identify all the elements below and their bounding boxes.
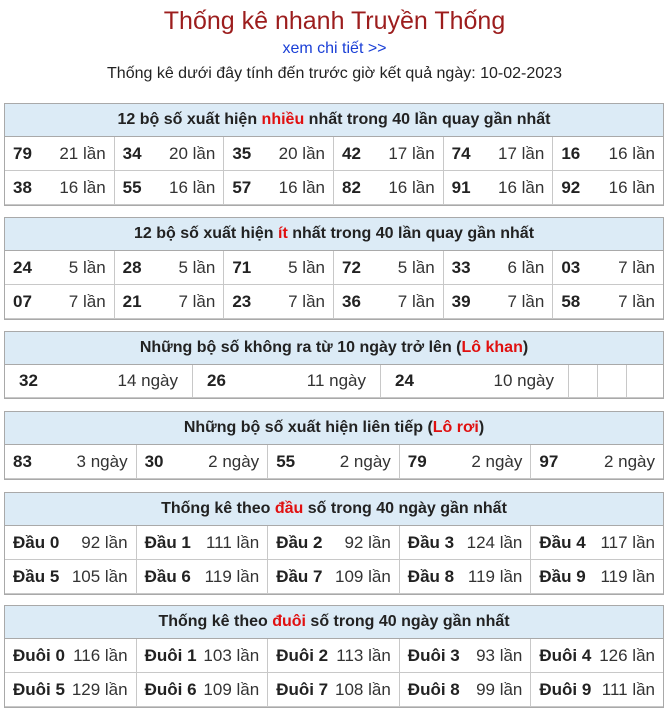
- stat-number: 24: [395, 371, 414, 390]
- stat-cell: [5, 251, 115, 285]
- stat-count: 109 lần: [203, 679, 260, 699]
- most-frequent-section: [4, 103, 664, 206]
- dau-grid: [5, 526, 663, 594]
- stat-count: 14 ngày: [117, 371, 178, 390]
- stat-number: 97: [539, 451, 559, 471]
- stat-cell: [531, 639, 663, 673]
- stat-count: 7 lần: [397, 291, 435, 311]
- stat-count: 5 lần: [288, 257, 325, 277]
- stat-number: 71: [232, 257, 252, 277]
- stat-number: Đầu 5: [13, 566, 60, 586]
- stat-count: 113 lần: [336, 645, 391, 665]
- stat-count: 5 lần: [68, 257, 106, 277]
- stat-number: Đuôi 7: [276, 679, 329, 699]
- stat-number: 42: [341, 143, 361, 163]
- stat-cell: [5, 285, 115, 319]
- stat-cell: [531, 445, 663, 479]
- stat-cell: [137, 673, 269, 707]
- stat-cell: [400, 673, 532, 707]
- stat-number: 24: [13, 257, 32, 277]
- stat-cell: [268, 560, 400, 594]
- section-header: Thống kê theo đầu số trong 40 ngày gần nhất: [5, 493, 663, 526]
- stat-count: 16 lần: [59, 177, 106, 197]
- stat-number: 16: [561, 143, 581, 163]
- stat-cell: [400, 560, 532, 594]
- stat-cell: [193, 365, 381, 398]
- stat-cell: [268, 639, 400, 673]
- stat-cell: [531, 526, 663, 560]
- stat-count: 17 lần: [498, 143, 545, 163]
- stat-number: Đầu 0: [13, 532, 60, 552]
- stat-number: Đuôi 3: [407, 645, 460, 665]
- stat-count: 109 lần: [335, 566, 391, 586]
- stat-number: Đầu 8: [407, 566, 455, 586]
- stat-number: Đầu 6: [144, 566, 191, 586]
- stat-number: 82: [341, 177, 361, 197]
- view-details-link[interactable]: xem chi tiết >>: [282, 40, 387, 57]
- stat-count: 119 lần: [467, 566, 523, 586]
- stat-number: Đuôi 8: [407, 679, 460, 699]
- stat-count: 108 lần: [335, 679, 391, 699]
- page-subtitle: Thống kê dưới đây tính đến trước giờ kết quả ngày: 10-02-2023: [107, 65, 562, 82]
- most-frequent-grid: [5, 137, 663, 205]
- duoi-grid: [5, 639, 663, 707]
- stat-cell: [400, 639, 532, 673]
- stat-number: 39: [451, 291, 471, 311]
- stat-cell: [553, 251, 663, 285]
- stat-number: Đầu 2: [276, 532, 323, 552]
- stat-cell: [444, 251, 554, 285]
- stat-count: 7 lần: [507, 291, 545, 311]
- stat-count: 119 lần: [204, 566, 260, 586]
- stat-number: 28: [122, 257, 142, 277]
- stat-cell: [268, 673, 400, 707]
- stat-count: 2 ngày: [603, 451, 655, 471]
- empty-cell: [627, 365, 663, 398]
- stat-count: 126 lần: [599, 645, 655, 665]
- stat-count: 103 lần: [203, 645, 260, 665]
- stat-number: 57: [232, 177, 252, 197]
- stat-cell: [5, 445, 137, 479]
- stat-count: 16 lần: [388, 177, 435, 197]
- stat-cell: [444, 137, 554, 171]
- stat-cell: [268, 445, 400, 479]
- stat-count: 7 lần: [288, 291, 325, 311]
- stat-cell: [334, 171, 444, 205]
- stat-cell: [400, 526, 532, 560]
- stat-number: 79: [13, 143, 32, 163]
- stat-count: 7 lần: [68, 291, 106, 311]
- stat-count: 116 lần: [73, 645, 128, 665]
- stat-number: 30: [144, 451, 164, 471]
- stat-number: 32: [19, 371, 38, 390]
- stat-number: 33: [451, 257, 471, 277]
- stat-count: 2 ngày: [208, 451, 260, 471]
- stat-number: Đuôi 5: [13, 679, 65, 699]
- stat-number: 34: [122, 143, 142, 163]
- stat-count: 111 lần: [601, 679, 655, 699]
- stat-number: 26: [207, 371, 226, 390]
- page-title: Thống kê nhanh Truyền Thống: [163, 7, 506, 35]
- stat-cell: [334, 285, 444, 319]
- least-frequent-section: [4, 217, 664, 320]
- stat-number: 03: [561, 257, 581, 277]
- stat-cell: [553, 171, 663, 205]
- stat-count: 7 lần: [618, 291, 655, 311]
- stat-number: 74: [451, 143, 471, 163]
- stat-number: Đuôi 2: [276, 645, 329, 665]
- stat-cell: [531, 560, 663, 594]
- stat-count: 10 ngày: [493, 371, 554, 390]
- stat-count: 20 lần: [169, 143, 216, 163]
- stat-cell: [115, 171, 225, 205]
- stat-number: 21: [122, 291, 142, 311]
- stat-number: 55: [276, 451, 296, 471]
- section-header: 12 bộ số xuất hiện nhiều nhất trong 40 lần quay gần nhất: [5, 104, 663, 137]
- stat-count: 2 ngày: [339, 451, 391, 471]
- stat-cell: [137, 560, 269, 594]
- page-header: [0, 0, 669, 85]
- stat-cell: [444, 171, 554, 205]
- stat-count: 2 ngày: [471, 451, 523, 471]
- stat-count: 5 lần: [178, 257, 216, 277]
- stat-count: 17 lần: [388, 143, 435, 163]
- stat-count: 3 ngày: [76, 451, 128, 471]
- stat-number: 72: [341, 257, 361, 277]
- stat-number: Đầu 4: [539, 532, 586, 552]
- stat-number: Đuôi 1: [144, 645, 197, 665]
- stat-number: 36: [341, 291, 361, 311]
- lo-roi-section: [4, 411, 664, 480]
- section-header: Những bộ số xuất hiện liên tiếp (Lô rơi): [5, 412, 663, 445]
- stat-number: 07: [13, 291, 32, 311]
- stat-cell: [137, 526, 269, 560]
- lo-khan-grid: [5, 365, 663, 398]
- stat-count: 16 lần: [498, 177, 545, 197]
- stat-number: 55: [122, 177, 142, 197]
- dau-section: [4, 492, 664, 595]
- stat-count: 16 lần: [278, 177, 325, 197]
- stat-count: 11 ngày: [306, 371, 366, 390]
- stat-cell: [137, 639, 269, 673]
- stat-count: 16 lần: [608, 143, 655, 163]
- stat-count: 124 lần: [466, 532, 523, 552]
- section-header: Những bộ số không ra từ 10 ngày trở lên (Lô khan): [5, 332, 663, 365]
- stat-cell: [5, 365, 193, 398]
- stat-count: 105 lần: [71, 566, 128, 586]
- stat-number: 23: [232, 291, 252, 311]
- stat-count: 21 lần: [59, 143, 106, 163]
- stat-count: 16 lần: [169, 177, 216, 197]
- stat-number: Đầu 7: [276, 566, 323, 586]
- stat-count: 6 lần: [507, 257, 545, 277]
- duoi-section: [4, 605, 664, 708]
- empty-cell: [598, 365, 627, 398]
- stat-number: Đầu 3: [407, 532, 455, 552]
- stat-cell: [5, 137, 115, 171]
- stat-count: 7 lần: [178, 291, 216, 311]
- stat-cell: [115, 285, 225, 319]
- stat-cell: [444, 285, 554, 319]
- stat-number: 91: [451, 177, 471, 197]
- stat-cell: [224, 171, 334, 205]
- stat-number: Đuôi 4: [539, 645, 592, 665]
- stat-cell: [224, 251, 334, 285]
- stat-cell: [224, 285, 334, 319]
- stat-cell: [115, 137, 225, 171]
- stat-cell: [115, 251, 225, 285]
- stat-cell: [5, 526, 137, 560]
- stat-count: 5 lần: [397, 257, 435, 277]
- stat-cell: [224, 137, 334, 171]
- stat-number: 83: [13, 451, 32, 471]
- stat-count: 111 lần: [205, 532, 260, 552]
- stat-cell: [5, 639, 137, 673]
- section-header: 12 bộ số xuất hiện ít nhất trong 40 lần quay gần nhất: [5, 218, 663, 251]
- stat-count: 93 lần: [476, 645, 523, 665]
- stat-count: 7 lần: [618, 257, 655, 277]
- empty-cell: [569, 365, 598, 398]
- lo-khan-section: [4, 331, 664, 399]
- stat-count: 119 lần: [600, 566, 655, 586]
- section-header: Thống kê theo đuôi số trong 40 ngày gần nhất: [5, 606, 663, 639]
- stat-number: Đuôi 6: [144, 679, 197, 699]
- stat-count: 99 lần: [476, 679, 523, 699]
- stat-cell: [553, 137, 663, 171]
- stat-cell: [400, 445, 532, 479]
- stat-number: 92: [561, 177, 581, 197]
- stat-cell: [5, 560, 137, 594]
- stat-count: 16 lần: [608, 177, 655, 197]
- stat-cell: [531, 673, 663, 707]
- stat-number: 79: [407, 451, 427, 471]
- stat-count: 129 lần: [71, 679, 128, 699]
- stat-cell: [137, 445, 269, 479]
- stat-cell: [5, 673, 137, 707]
- stat-count: 20 lần: [278, 143, 325, 163]
- stat-cell: [268, 526, 400, 560]
- least-frequent-grid: [5, 251, 663, 319]
- stat-number: 38: [13, 177, 32, 197]
- stat-number: 58: [561, 291, 581, 311]
- stat-cell: [5, 171, 115, 205]
- stat-cell: [334, 137, 444, 171]
- stat-cell: [381, 365, 569, 398]
- stat-count: 92 lần: [81, 532, 128, 552]
- stat-count: 92 lần: [344, 532, 391, 552]
- stat-count: 117 lần: [600, 532, 655, 552]
- stat-number: Đuôi 9: [539, 679, 592, 699]
- lo-roi-grid: [5, 445, 663, 479]
- stat-cell: [334, 251, 444, 285]
- stat-number: Đuôi 0: [13, 645, 65, 665]
- stat-number: 35: [232, 143, 252, 163]
- stat-cell: [553, 285, 663, 319]
- stat-number: Đầu 9: [539, 566, 586, 586]
- stat-number: Đầu 1: [144, 532, 191, 552]
